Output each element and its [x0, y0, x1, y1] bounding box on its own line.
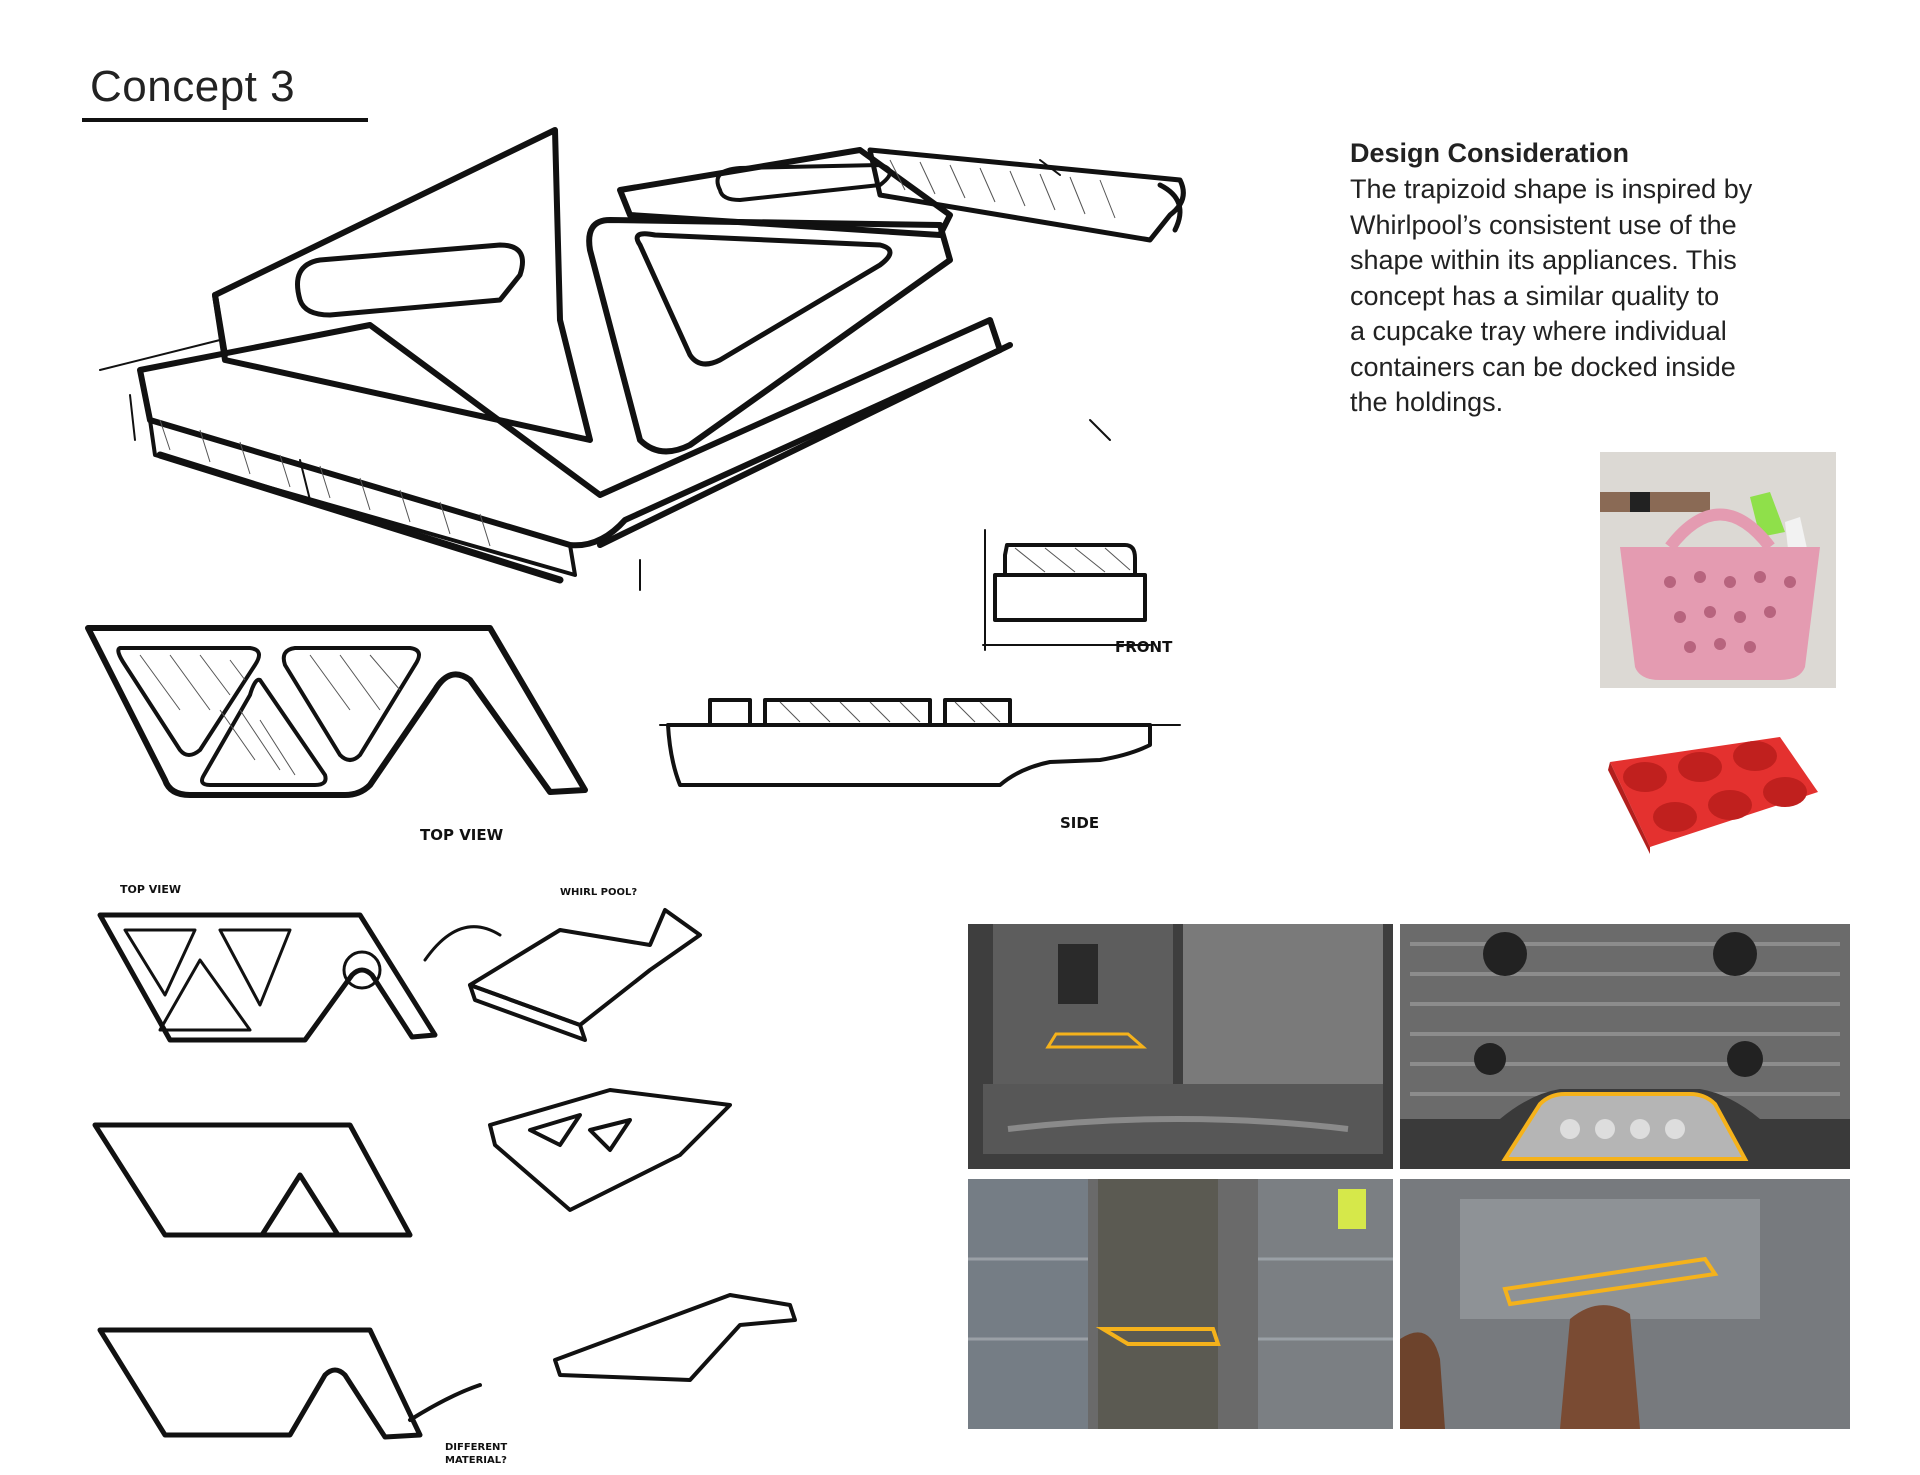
- cooktop-image: [1400, 924, 1850, 1169]
- design-consideration-heading: Design Consideration: [1350, 138, 1630, 168]
- page-title: Concept 3: [90, 62, 296, 111]
- design-line: a cupcake tray where individual: [1350, 316, 1727, 346]
- front-label: FRONT: [1115, 638, 1173, 656]
- cupcake-tray-icon: [1600, 732, 1820, 857]
- crisper-drawer-photo: [1400, 1179, 1850, 1429]
- pink-basket-photo: [1600, 452, 1836, 688]
- basket-icon: [1600, 452, 1836, 688]
- ideation-sketches: [90, 875, 970, 1475]
- appliance-photo-grid: [968, 924, 1850, 1429]
- cooktop-photo: [1400, 924, 1850, 1169]
- design-line: concept has a similar quality to: [1350, 280, 1720, 311]
- design-line: containers can be docked inside: [1350, 351, 1736, 382]
- design-line: The trapizoid shape is inspired by: [1350, 174, 1753, 204]
- side-view-sketch: [660, 690, 1200, 850]
- front-view-sketch: [975, 530, 1215, 670]
- different-material-label: MATERIAL?: [445, 1455, 507, 1466]
- fridge-door-bin-image: [968, 1179, 1393, 1429]
- different-material-label: DIFFERENT: [445, 1442, 508, 1453]
- side-label: SIDE: [1060, 814, 1100, 832]
- top-view-large-sketch: [80, 610, 640, 850]
- design-line: Whirlpool’s consistent use of the: [1350, 209, 1737, 240]
- whirlpool-note: WHIRL POOL?: [560, 887, 638, 898]
- top-view-small-label: TOP VIEW: [120, 883, 181, 896]
- fridge-dispenser-image: [968, 924, 1393, 1169]
- top-view-label: TOP VIEW: [420, 826, 504, 844]
- fridge-door-bin-photo: [968, 1179, 1393, 1429]
- design-line: shape within its appliances. This: [1350, 245, 1737, 275]
- fridge-dispenser-photo: [968, 924, 1393, 1169]
- crisper-drawer-image: [1400, 1179, 1850, 1429]
- cupcake-tray-photo: [1600, 732, 1820, 857]
- design-line: the holdings.: [1350, 387, 1504, 417]
